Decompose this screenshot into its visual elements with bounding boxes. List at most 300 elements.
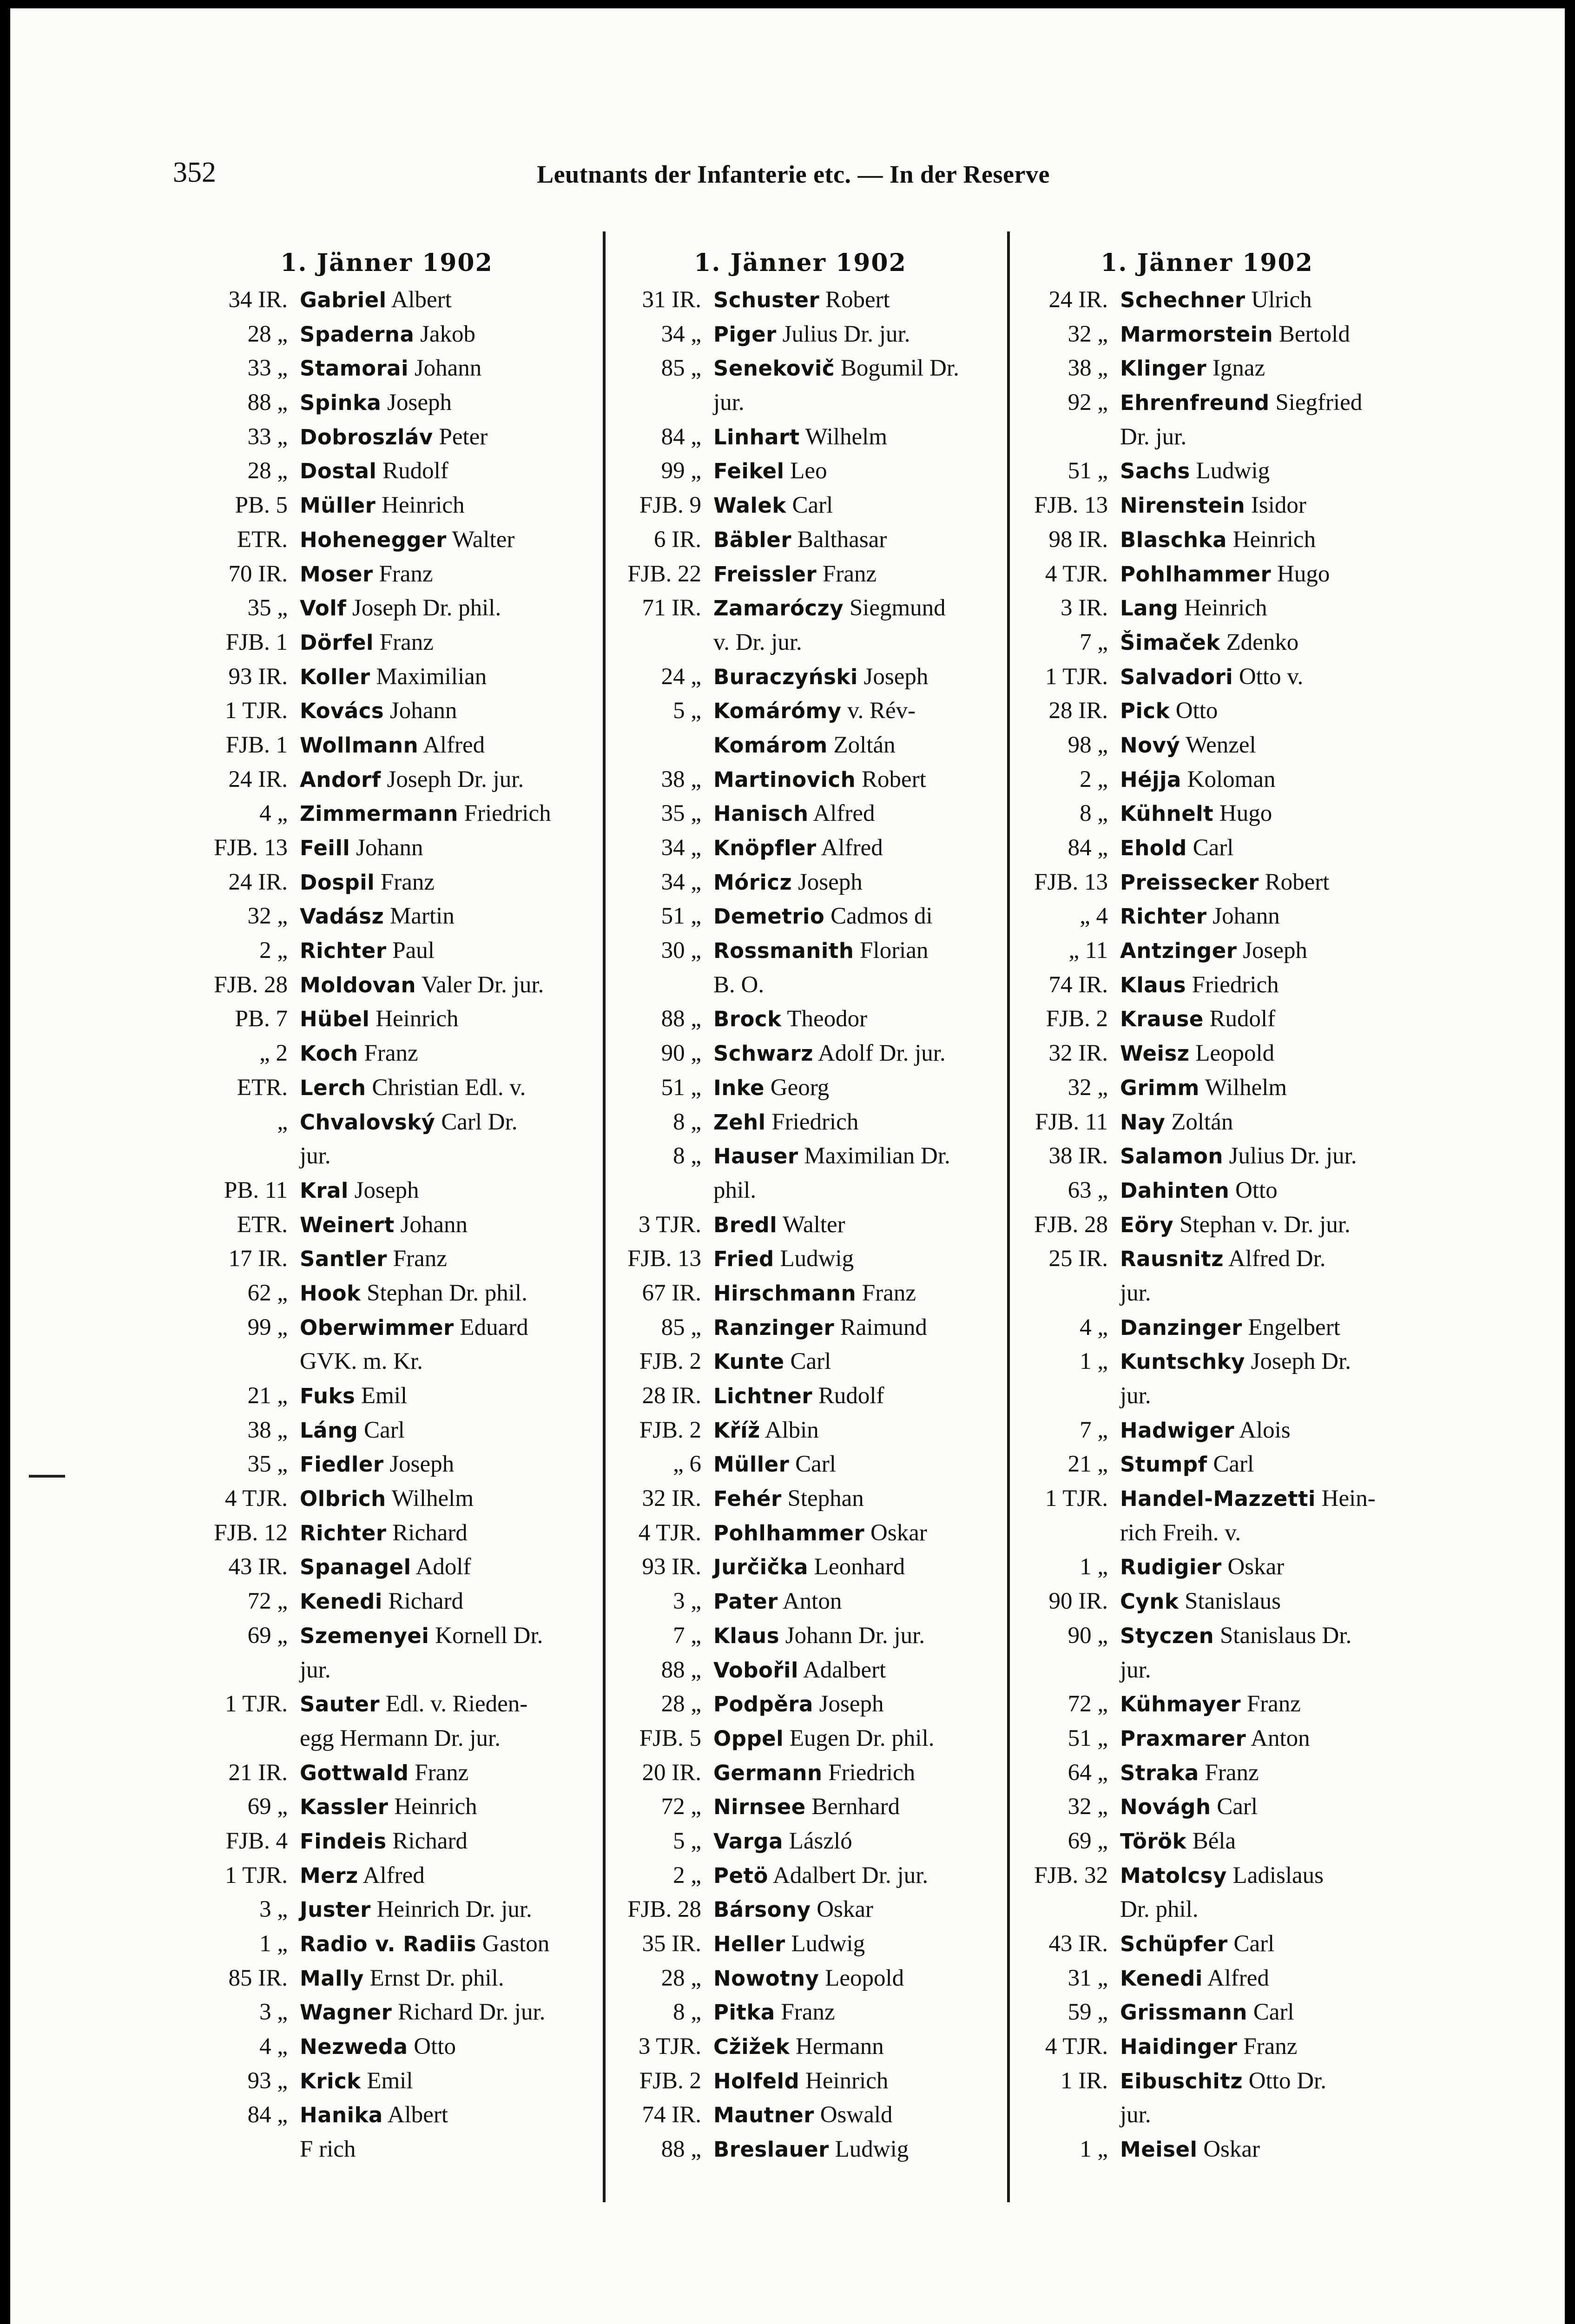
surname: Blaschka <box>1120 527 1227 552</box>
surname: Sachs <box>1120 459 1190 484</box>
officer-name <box>713 763 998 797</box>
officer-name <box>300 2098 584 2133</box>
surname: Heller <box>713 1932 785 1956</box>
list-item <box>603 831 998 865</box>
list-item <box>189 1208 584 1242</box>
list-item <box>189 968 584 1003</box>
given-name: Carl <box>1217 1794 1258 1820</box>
given-name: Isidor <box>1251 492 1306 519</box>
given-name: Albert <box>391 287 452 313</box>
unit-label: FJB. 9 <box>639 492 701 519</box>
list-item <box>603 1276 998 1311</box>
unit-label: 24 „ <box>661 663 701 690</box>
surname: Kassler <box>300 1795 389 1820</box>
list-item <box>1009 1413 1404 1448</box>
given-name: Cadmos di <box>830 903 933 930</box>
unit-label: 7 „ <box>1080 1417 1108 1443</box>
unit-label: 71 IR. <box>642 595 701 621</box>
given-name: Eduard <box>460 1314 528 1340</box>
officer-name <box>713 1242 998 1276</box>
officer-name <box>713 1174 998 1208</box>
officer-name <box>300 591 584 626</box>
given-name: Jakob <box>420 321 476 347</box>
officer-name <box>713 351 998 386</box>
surname: Móricz <box>713 870 792 895</box>
list-item <box>189 1585 584 1619</box>
unit-label: 69 „ <box>1068 1828 1108 1854</box>
unit-label: 1 IR. <box>1061 2067 1108 2094</box>
surname: Láng <box>300 1418 358 1443</box>
officer-name <box>713 2030 998 2064</box>
surname: Lichtner <box>713 1384 813 1408</box>
given-name: Carl <box>1193 835 1234 861</box>
surname: Varga <box>713 1829 784 1854</box>
surname: Hirschmann <box>713 1281 857 1306</box>
officer-name <box>1120 1174 1404 1208</box>
officer-name <box>713 797 998 831</box>
list-item <box>1009 763 1404 797</box>
officer-name <box>713 1722 998 1756</box>
list-item <box>189 660 584 694</box>
given-name: Alfred <box>821 835 883 861</box>
surname: Oberwimmer <box>300 1315 454 1340</box>
officer-name <box>1120 1824 1404 1859</box>
given-name: Kornell Dr. <box>435 1622 543 1649</box>
list-item <box>603 283 998 317</box>
unit-label: FJB. 13 <box>214 835 288 861</box>
unit-label: 32 „ <box>1068 1794 1108 1820</box>
surname: Pitka <box>713 2000 775 2025</box>
list-item <box>1009 1037 1404 1071</box>
surname: Rudigier <box>1120 1555 1222 1580</box>
surname: Gottwald <box>300 1760 409 1785</box>
surname: Zimmermann <box>300 801 458 826</box>
given-name: Valer Dr. jur. <box>421 971 544 998</box>
surname: Senekovič <box>713 356 835 381</box>
list-item <box>1009 1174 1404 1208</box>
list-item <box>189 1859 584 1893</box>
unit-label: FJB. 4 <box>225 1828 288 1854</box>
surname: Spinka <box>300 390 382 416</box>
given-name: Joseph <box>863 663 929 690</box>
officer-name <box>713 1687 998 1722</box>
list-item <box>189 2064 584 2099</box>
list-item <box>189 1413 584 1448</box>
officer-name <box>300 1722 584 1756</box>
officer-name <box>713 2064 998 2099</box>
unit-label: 38 IR. <box>1048 1143 1108 1169</box>
unit-label: 34 „ <box>661 835 701 861</box>
given-name: Maximilian <box>376 663 487 690</box>
list-item <box>603 1790 998 1824</box>
list-item <box>189 1174 584 1208</box>
surname: Rausnitz <box>1120 1247 1224 1272</box>
unit-label: 24 IR. <box>1048 287 1108 313</box>
given-name: Franz <box>380 869 435 895</box>
officer-name <box>300 1037 584 1071</box>
given-name: Raimund <box>840 1314 927 1340</box>
unit-label: 84 „ <box>1068 835 1108 861</box>
list-item <box>189 489 584 523</box>
officer-name <box>1120 968 1404 1003</box>
unit-label: 99 „ <box>661 458 701 484</box>
given-name: Alfred Dr. <box>1228 1246 1326 1272</box>
list-item <box>603 489 998 523</box>
unit-label: 35 „ <box>247 595 288 621</box>
given-name: Bernhard <box>811 1794 900 1820</box>
officer-name <box>713 1961 998 1996</box>
given-name: Franz <box>862 1280 916 1306</box>
unit-label: 28 „ <box>661 1965 701 1991</box>
given-name: Carl <box>1253 1999 1294 2026</box>
given-name: Friedrich <box>828 1759 916 1786</box>
given-name: Ignaz <box>1212 355 1265 382</box>
officer-name <box>713 1824 998 1859</box>
unit-label: 28 IR. <box>642 1383 701 1409</box>
given-name: Franz <box>364 1040 418 1067</box>
surname: Santler <box>300 1247 387 1272</box>
unit-label: 93 „ <box>247 2067 288 2094</box>
list-item <box>1009 1722 1404 1756</box>
surname: Kunte <box>713 1349 784 1374</box>
unit-label: 93 IR. <box>228 663 288 690</box>
officer-name <box>713 489 998 523</box>
given-name: Richard <box>388 1588 463 1615</box>
officer-name <box>713 1413 998 1448</box>
given-name: jur. <box>1120 2102 1151 2128</box>
officer-name <box>713 1585 998 1619</box>
unit-label: 21 „ <box>247 1383 288 1409</box>
officer-name <box>1120 2030 1404 2064</box>
given-name: Johann <box>356 835 423 861</box>
surname: Germann <box>713 1760 823 1785</box>
given-name: Otto <box>414 2034 456 2060</box>
given-name: Joseph Dr. <box>1251 1348 1351 1375</box>
list-item <box>1009 386 1404 420</box>
officer-name <box>1120 2133 1404 2167</box>
list-item <box>1009 1345 1404 1379</box>
list-item <box>1009 728 1404 763</box>
officer-name <box>300 1550 584 1585</box>
list-item <box>189 1482 584 1516</box>
unit-label: FJB. 2 <box>639 2067 701 2094</box>
surname: Fehér <box>713 1486 782 1512</box>
surname: Grissmann <box>1120 2000 1247 2025</box>
list-item <box>603 797 998 831</box>
unit-label: 1 „ <box>1080 1554 1108 1580</box>
surname: Hanisch <box>713 801 809 826</box>
officer-name <box>300 1139 584 1174</box>
surname: Nový <box>1120 733 1180 758</box>
surname: Kühmayer <box>1120 1692 1241 1717</box>
unit-label: 35 „ <box>661 800 701 827</box>
unit-label: 2 „ <box>1080 766 1108 792</box>
surname: Volf <box>300 596 347 621</box>
list-item <box>189 626 584 660</box>
list-item <box>189 420 584 455</box>
given-name: Engelbert <box>1248 1314 1340 1340</box>
unit-label: 32 „ <box>247 903 288 930</box>
officer-name <box>713 660 998 694</box>
given-name: Robert <box>825 287 890 313</box>
officer-name <box>1120 1413 1404 1448</box>
unit-label: FJB. 1 <box>225 732 288 758</box>
given-name: egg Hermann Dr. jur. <box>300 1725 501 1751</box>
list-item <box>189 1345 584 1379</box>
list-item <box>1009 2064 1404 2099</box>
given-name: Béla <box>1192 1828 1236 1854</box>
officer-name <box>713 899 998 934</box>
unit-label: 1 TJR. <box>224 1862 288 1888</box>
unit-label: ETR. <box>237 1211 288 1238</box>
given-name: Ladislaus <box>1232 1862 1324 1888</box>
given-name: v. Rév- <box>847 698 916 724</box>
given-name: Heinrich <box>376 1006 459 1032</box>
list-item <box>189 934 584 968</box>
unit-label: FJB. 32 <box>1034 1862 1108 1888</box>
officer-name <box>300 1174 584 1208</box>
unit-label: 62 „ <box>247 1280 288 1306</box>
officer-name <box>1120 797 1404 831</box>
surname: Stumpf <box>1120 1452 1207 1477</box>
given-name: Peter <box>439 423 488 450</box>
list-item <box>189 1002 584 1037</box>
officer-name <box>300 1482 584 1516</box>
list-item <box>603 1242 998 1276</box>
list-item <box>603 865 998 900</box>
unit-label: 2 „ <box>259 938 288 964</box>
unit-label: 31 IR. <box>642 287 701 313</box>
surname: Kühnelt <box>1120 801 1214 826</box>
list-item <box>603 1756 998 1790</box>
surname: Wagner <box>300 2000 392 2025</box>
given-name: Adolf Dr. jur. <box>817 1040 946 1067</box>
officer-name <box>1120 1447 1404 1482</box>
list-item <box>1009 1482 1404 1516</box>
officer-name <box>1120 1859 1404 1893</box>
list-item <box>189 1824 584 1859</box>
surname: Pohlhammer <box>1120 561 1272 587</box>
unit-label: 88 „ <box>661 2136 701 2163</box>
surname: Komárómy <box>713 699 842 724</box>
given-name: Otto <box>1175 698 1218 724</box>
list-item <box>1009 1208 1404 1242</box>
surname: Richter <box>300 938 387 964</box>
list-item <box>603 1893 998 1927</box>
unit-label: 32 „ <box>1068 1074 1108 1101</box>
given-name: Carl <box>1233 1931 1275 1957</box>
list-item <box>603 557 998 592</box>
officer-name <box>713 1105 998 1140</box>
officer-name <box>1120 1516 1404 1551</box>
officer-name <box>1120 1379 1404 1413</box>
list-item <box>1009 899 1404 934</box>
surname: Jurčička <box>713 1555 809 1580</box>
column-1 <box>189 243 584 2167</box>
unit-label: PB. 11 <box>224 1177 288 1203</box>
list-item <box>603 1653 998 1688</box>
officer-name <box>713 1208 998 1242</box>
unit-label: 34 IR. <box>228 287 288 313</box>
unit-label: 6 IR. <box>654 526 701 553</box>
surname: Fried <box>713 1247 774 1272</box>
given-name: Franz <box>379 561 433 587</box>
officer-name <box>713 1311 998 1345</box>
surname: Mautner <box>713 2103 814 2128</box>
surname: Breslauer <box>713 2137 829 2162</box>
unit-label: FJB. 28 <box>627 1896 701 1923</box>
surname: Danzinger <box>1120 1315 1242 1340</box>
surname: Brock <box>713 1007 782 1032</box>
given-name: Robert <box>861 766 926 792</box>
surname: Preissecker <box>1120 870 1259 895</box>
unit-label: 51 „ <box>661 1074 701 1101</box>
list-item <box>189 694 584 728</box>
surname: Šimaček <box>1120 630 1220 655</box>
surname: Buraczyński <box>713 664 858 689</box>
list-item <box>1009 1961 1404 1996</box>
officer-name <box>713 865 998 900</box>
list-item <box>603 1208 998 1242</box>
unit-label: 1 TJR. <box>1045 1486 1108 1512</box>
officer-name <box>713 1790 998 1824</box>
officer-name <box>300 1242 584 1276</box>
list-item <box>189 2030 584 2064</box>
page-header <box>10 156 1565 198</box>
officer-name <box>300 626 584 660</box>
list-item <box>1009 1071 1404 1105</box>
list-item <box>603 1345 998 1379</box>
unit-label: 21 IR. <box>228 1759 288 1786</box>
unit-label: 8 „ <box>673 1109 701 1135</box>
officer-name <box>300 1961 584 1996</box>
unit-label: PB. 7 <box>235 1006 288 1032</box>
officer-name <box>713 1756 998 1790</box>
given-name: Dr. phil. <box>1120 1896 1199 1923</box>
given-name: Friedrich <box>771 1109 859 1135</box>
list-item <box>603 763 998 797</box>
list-item <box>189 2133 584 2167</box>
list-item <box>1009 1311 1404 1345</box>
unit-label: 8 „ <box>1080 800 1108 827</box>
officer-name <box>1120 1139 1404 1174</box>
given-name: Carl <box>795 1451 836 1478</box>
given-name: Joseph Dr. phil. <box>352 595 501 621</box>
surname: Cžižek <box>713 2034 790 2060</box>
list-item <box>1009 934 1404 968</box>
given-name: Emil <box>367 2067 413 2094</box>
surname: Freissler <box>713 561 817 587</box>
column-heading: 1. Jänner 1902 <box>694 249 907 277</box>
officer-name <box>1120 865 1404 900</box>
officer-name <box>300 557 584 592</box>
given-name: Anton <box>782 1588 842 1615</box>
officer-name <box>713 420 998 455</box>
surname: Eöry <box>1120 1212 1174 1237</box>
list-item <box>189 1276 584 1311</box>
given-name: Adalbert Dr. jur. <box>772 1862 929 1888</box>
list-item <box>1009 1002 1404 1037</box>
officer-name <box>300 523 584 557</box>
given-name: Joseph <box>354 1177 419 1203</box>
officer-name <box>1120 1345 1404 1379</box>
given-name: Oskar <box>1203 2136 1260 2163</box>
unit-label: „ 4 <box>1080 903 1108 930</box>
unit-label: 1 „ <box>259 1931 288 1957</box>
list-item <box>603 1687 998 1722</box>
given-name: Hein- <box>1321 1486 1376 1512</box>
officer-name <box>1120 1482 1404 1516</box>
unit-label: PB. 5 <box>235 492 288 519</box>
given-name: Joseph <box>387 390 452 416</box>
unit-label: 4 TJR. <box>224 1486 288 1512</box>
list-item <box>603 1550 998 1585</box>
list-item <box>1009 968 1404 1003</box>
list-item <box>189 1756 584 1790</box>
unit-label: 99 „ <box>247 1314 288 1340</box>
given-name: Rudolf <box>1209 1006 1276 1032</box>
surname: Koch <box>300 1041 358 1066</box>
given-name: Heinrich <box>1184 595 1267 621</box>
surname: Novágh <box>1120 1795 1211 1820</box>
given-name: Balthasar <box>797 526 887 553</box>
list-item <box>603 1105 998 1140</box>
officer-name <box>1120 1961 1404 1996</box>
list-item <box>1009 1619 1404 1653</box>
unit-label: 90 IR. <box>1048 1588 1108 1615</box>
officer-name <box>713 1345 998 1379</box>
list-item <box>1009 1447 1404 1482</box>
given-name: Leopold <box>825 1965 904 1991</box>
given-name: Johann <box>400 1211 468 1238</box>
officer-name <box>300 1208 584 1242</box>
list-item <box>603 351 998 386</box>
surname: Hadwiger <box>1120 1418 1235 1443</box>
unit-label: 35 IR. <box>642 1931 701 1957</box>
list-item <box>189 865 584 900</box>
officer-name <box>300 797 584 831</box>
officer-name <box>300 1687 584 1722</box>
list-item <box>603 1722 998 1756</box>
surname: Vadász <box>300 904 384 929</box>
given-name: Maximilian Dr. <box>804 1143 950 1169</box>
surname: Héjja <box>1120 767 1181 792</box>
surname: Dostal <box>300 459 377 484</box>
list-item <box>1009 694 1404 728</box>
surname: Walek <box>713 493 786 518</box>
officer-name <box>300 865 584 900</box>
unit-label: 72 „ <box>661 1794 701 1820</box>
list-item <box>603 694 998 728</box>
surname: Chvalovský <box>300 1109 435 1135</box>
list-item <box>1009 420 1404 455</box>
unit-label: FJB. 5 <box>639 1725 701 1751</box>
list-item <box>1009 1893 1404 1927</box>
unit-label: 31 „ <box>1068 1965 1108 1991</box>
unit-label: 4 TJR. <box>1045 561 1108 587</box>
officer-name <box>713 317 998 352</box>
unit-label: 8 „ <box>673 1143 701 1169</box>
officer-name <box>713 1893 998 1927</box>
officer-name <box>1120 728 1404 763</box>
list-item <box>603 1619 998 1653</box>
list-item <box>603 317 998 352</box>
surname: Zamaróczy <box>713 596 844 621</box>
unit-label: 93 IR. <box>642 1554 701 1580</box>
unit-label: 72 „ <box>1068 1691 1108 1717</box>
given-name: Franz <box>1205 1759 1259 1786</box>
officer-name <box>300 1893 584 1927</box>
